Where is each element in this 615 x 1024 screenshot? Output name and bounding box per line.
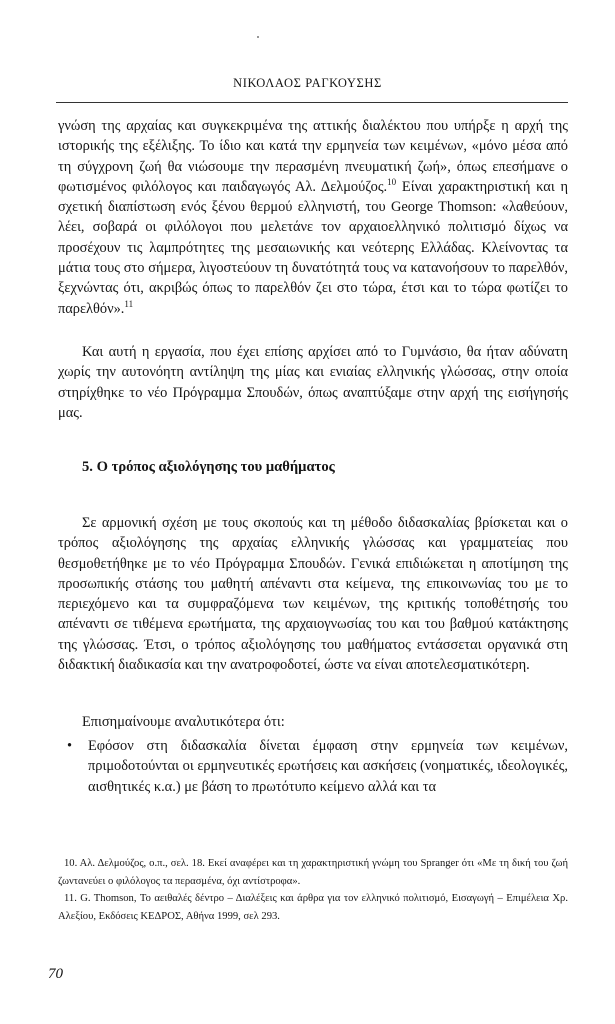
- footnote-ref-11[interactable]: 11: [124, 298, 134, 309]
- bullet-text: Εφόσον στη διδασκαλία δίνεται έμφαση στην ερμηνεία των κειμένων, πριμοδοτούνται οι ερμηνευτικές ερωτήσεις και ασκήσεις (νοηματικές, ιδεολογικές, αισθητικές κ.α.) με βάση το πρωτότυπο κείμενο αλλά και τα: [88, 738, 568, 795]
- paragraph-text: Είναι χαρακτηριστική και η σχετική διαπίστωση ενός ξένου θερμού ελληνιστή, του George Thomson: «λαθεύουν, λέει, σοβαρά οι φιλόλογοι που μελετάνε τον αρχαιοελληνικό πολιτισμό δίχως να προσέχουν τις λαμπρότητες της μεσαιωνικής και νεότερης Ελλάδας. Κλείνοντας τα μάτια τους στο σήμερα, λιγοστεύουν τη δυνατότητά τους να κατανοήσουν το παρελθόν, ξεχνώντας ότι, ακριβώς όπως το παρελθόν ζει στο τώρα, έτσι και το τώρα φωτίζει το παρελθόν».: [58, 178, 568, 317]
- footnote-ref-10[interactable]: 10: [387, 177, 397, 188]
- body-paragraph-4: [58, 712, 568, 732]
- footnotes: [58, 855, 568, 925]
- scan-speck: [257, 36, 259, 38]
- paragraph-text: Σε αρμονική σχέση με τους σκοπούς και τη μέθοδο διδασκαλίας βρίσκεται και ο τρόπος αξιολόγησης της αρχαίας ελληνικής γλώσσας και γραμματείας που θεσμοθετήθηκε με το νέο Πρόγραμμα Σπουδών. Γενικά επιδιώκεται η αποτίμηση της προσωπικής στάσης του μαθητή απέναντι στα κείμενα, της επικοινωνίας του με το περιεχόμενο και τα συμφραζόμενα των κειμένων, της κριτικής τοποθέτησής του απέναντι σε τιθέμενα ερωτήματα, της αρχαιογνωσίας του και του βαθμού κατάκτησης της γλώσσας. Έτσι, ο τρόπος αξιολόγησης του μαθήματος εντάσσεται οργανικά στη διδακτική διαδικασία και την ανατροφοδοτεί, ώστε να είναι αποτελεσματικότερη.: [58, 515, 568, 674]
- bullet-item: [58, 736, 568, 797]
- body-paragraph-1: [58, 116, 568, 319]
- running-head: ΝΙΚΟΛΑΟΣ ΡΑΓΚΟΥΣΗΣ: [233, 76, 382, 90]
- body-paragraph-3: [58, 513, 568, 675]
- paragraph-text: Και αυτή η εργασία, που έχει επίσης αρχίσει από το Γυμνάσιο, θα ήταν αδύνατη χωρίς την αυτονόητη αντίληψη της μίας και ενιαίας ελληνικής γλώσσας, στην οποία στηρίχθηκε το νέο Πρόγραμμα Σπουδών, όπως αναπτύξαμε στην αρχή της εισήγησής μας.: [58, 344, 568, 421]
- section-heading: 5. Ο τρόπος αξιολόγησης του μαθήματος: [82, 459, 335, 475]
- paragraph-text: γνώση της αρχαίας και συγκεκριμένα της αττικής διαλέκτου που υπήρξε η αρχή της ιστορικής της εξέλιξης. Το ίδιο και κατά την ερμηνεία των κειμένων, «μόνο μέσα από τη σύγχρονη ζωή θα νιώσουμε την περασμένη πνευματική ζωή», όπως επεσήμανε ο φωτισμένος φιλόλογος και παιδαγωγός Αλ. Δελμούζος.: [58, 118, 568, 195]
- body-paragraph-2: [58, 342, 568, 423]
- paragraph-text: Επισημαίνουμε αναλυτικότερα ότι:: [82, 714, 285, 730]
- page-number: 70: [48, 966, 63, 982]
- footnote-10: 10. Αλ. Δελμούζος, ο.π., σελ. 18. Εκεί αναφέρει και τη χαρακτηριστική γνώμη του Spranger ότι «Με τη δική του ζωή ζωντανεύει ο φιλόλογος τα περασμένα, όχι αντίστροφα».: [58, 858, 568, 887]
- header-rule: [56, 102, 568, 103]
- footnote-11: 11. G. Thomson, Το αειθαλές δέντρο – Διαλέξεις και άρθρα για τον ελληνικό πολιτισμό, Εισαγωγή – Επιμέλεια Χρ. Αλεξίου, Εκδόσεις ΚΕΔΡΟΣ, Αθήνα 1999, σελ 293.: [58, 893, 568, 922]
- bullet-mark: •: [67, 738, 73, 754]
